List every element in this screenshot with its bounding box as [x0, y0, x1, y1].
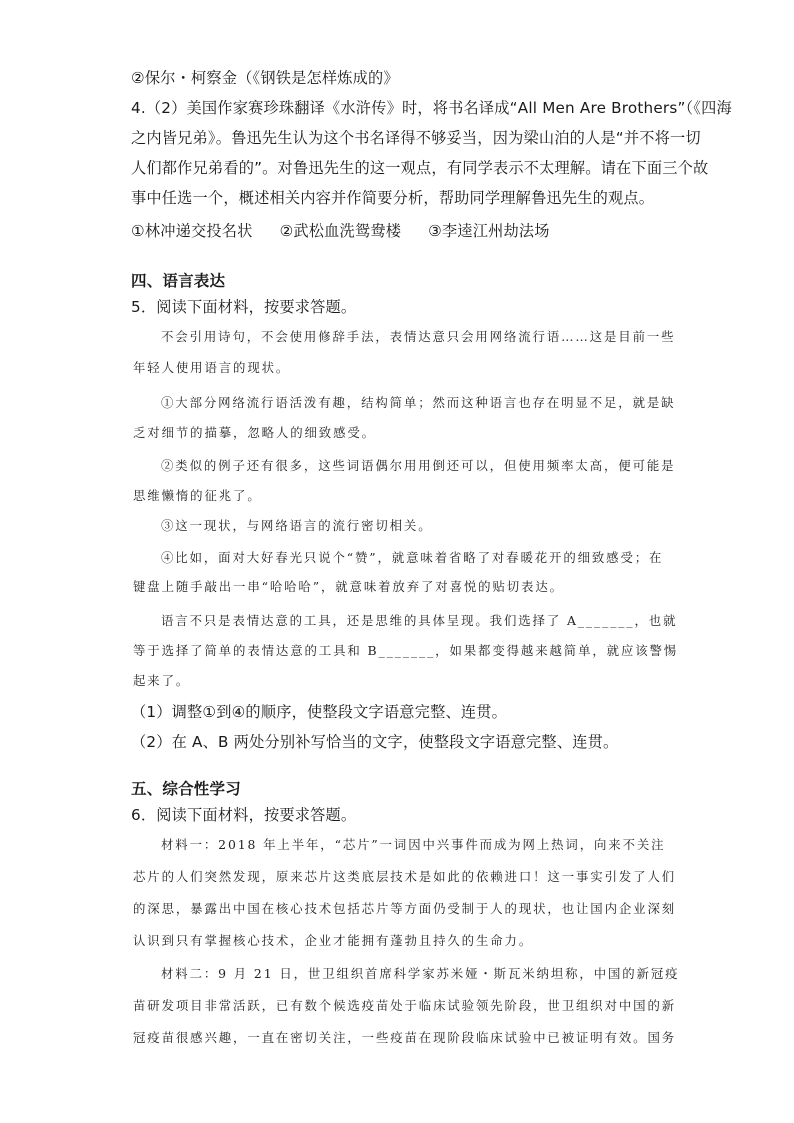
material-5-sentence-2: ②类似的例子还有很多，这些词语偶尔用用倒还可以，但使用频率太高，便可能是	[161, 458, 676, 473]
material-5-line: 思维懒惰的征兆了。	[133, 488, 262, 503]
sub-question-2: （2）在 A、B 两处分别补写恰当的文字，使整段文字语意完整、连贯。	[131, 733, 619, 751]
material-5-line: 等于选择了简单的表情达意的工具和 B_______，如果都变得越来越简单，就应该警惕	[133, 643, 679, 658]
story-option-3: ③李逵江州劫法场	[428, 222, 550, 240]
material-5-line: 起来了。	[133, 673, 191, 688]
material-6-line: 苗研发项目非常活跃，已有数个候选疫苗处于临床试验领先阶段，世卫组织对中国的新	[133, 998, 677, 1013]
material-6-line: 冠疫苗很感兴趣，一直在密切关注，一些疫苗在现阶段临床试验中已被证明有效。国务	[133, 1030, 677, 1045]
story-option-1: ①林冲递交投名状	[131, 222, 253, 240]
material-5-line: 不会引用诗句，不会使用修辞手法，表情达意只会用网络流行语……这是目前一些	[161, 329, 676, 344]
material-5-sentence-1: ①大部分网络流行语活泼有趣，结构简单；然而这种语言也存在明显不足，就是缺	[161, 395, 676, 410]
material-6-line: 材料二：9 月 21 日，世卫组织首席科学家苏米娅・斯瓦米纳坦称，中国的新冠疫	[161, 966, 680, 981]
sub-question-1: （1）调整①到④的顺序，使整段文字语意完整、连贯。	[131, 703, 508, 721]
material-5-line: 键盘上随手敲出一串“哈哈哈”，就意味着放弃了对喜悦的贴切表达。	[133, 579, 564, 594]
question-4-2-line-1: 4.（2）美国作家赛珍珠翻译《水浒传》时，将书名译成“All Men Are Brothers”（《四海	[131, 99, 732, 117]
section-heading-5: 五、综合性学习	[131, 780, 241, 798]
material-5-line: 年轻人使用语言的现状。	[133, 360, 291, 375]
material-6-line: 认识到只有掌握核心技术，企业才能拥有蓬勃且持久的生命力。	[133, 933, 534, 948]
question-4-2-line-3: 人们都作兄弟看的”。对鲁迅先生的这一观点，有同学表示不太理解。请在下面三个故	[131, 159, 709, 177]
material-5-sentence-4: ④比如，面对大好春光只说个“赞”，就意味着省略了对春暖花开的细致感受；在	[161, 550, 664, 565]
question-4-2-line-2: 之内皆兄弟》。鲁迅先生认为这个书名译得不够妥当，因为梁山泊的人是“并不将一切	[131, 129, 701, 147]
material-5-line: 语言不只是表情达意的工具，还是思维的具体呈现。我们选择了 A_______，也就	[161, 613, 678, 628]
answer-option-2: ②保尔・柯察金（《钢铁是怎样炼成的》	[131, 69, 399, 87]
question-4-2-line-4: 事中任选一个，概述相关内容并作简要分析，帮助同学理解鲁迅先生的观点。	[131, 189, 655, 207]
question-6-prompt: 6．阅读下面材料，按要求答题。	[131, 806, 357, 824]
material-5-line: 乏对细节的描摹，忽略人的细致感受。	[133, 425, 376, 440]
material-6-line: 芯片的人们突然发现，原来芯片这类底层技术是如此的依赖进口！这一事实引发了人们	[133, 869, 677, 884]
story-options	[131, 220, 572, 242]
story-option-2: ②武松血洗鸳鸯楼	[279, 222, 402, 240]
question-5-prompt: 5．阅读下面材料，按要求答题。	[131, 298, 357, 316]
material-6-line: 材料一：2018 年上半年，“芯片”一词因中兴事件而成为网上热词，向来不关注	[161, 837, 666, 852]
material-5-sentence-3: ③这一现状，与网络语言的流行密切相关。	[161, 518, 433, 533]
material-6-line: 的深思，暴露出中国在核心技术包括芯片等方面仍受制于人的现状，也让国内企业深刻	[133, 901, 677, 916]
section-heading-4: 四、语言表达	[131, 272, 226, 290]
